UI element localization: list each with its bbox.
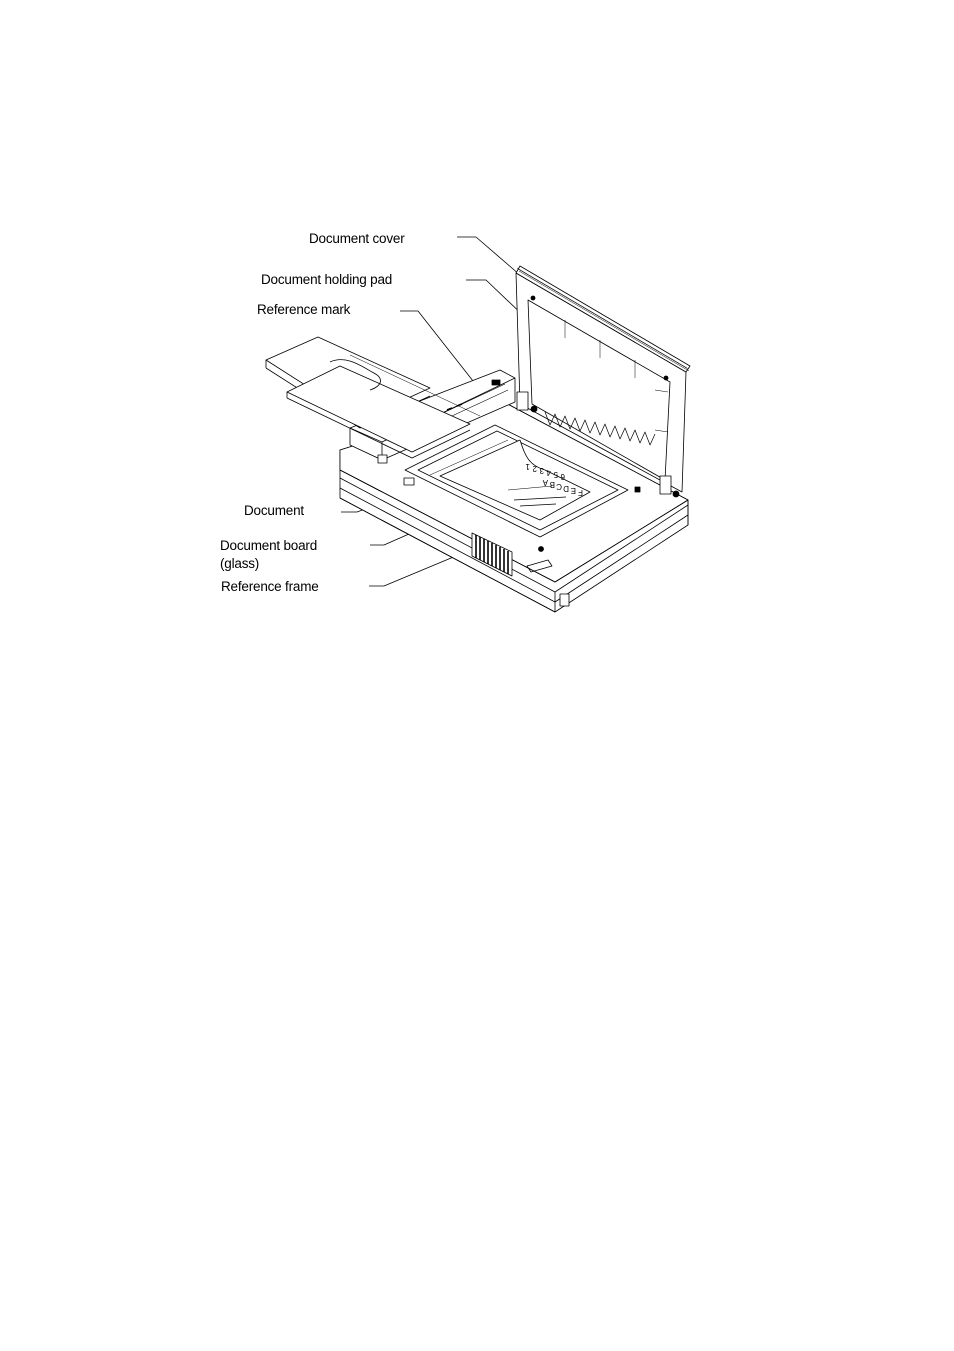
cover-sensor-icon [635,487,640,492]
label-document: Document [244,503,304,518]
scale-number: 2 [532,464,537,473]
scale-letter: F [578,488,583,497]
scale-number: 3 [539,466,544,475]
label-document-board: Document board [220,538,318,553]
scale-number: 5 [553,470,558,479]
scale-letter: E [570,486,576,495]
scale-number: 1 [525,462,530,471]
label-reference-frame: Reference frame [221,579,319,594]
label-document-holding-pad: Document holding pad [261,272,393,287]
label-document-board-glass: (glass) [220,556,260,571]
scale-number: 4 [546,468,551,477]
scale-number: 6 [560,472,565,481]
scale-letter: B [549,480,555,489]
power-indicator-icon [539,547,544,552]
scale-letter: A [542,478,548,487]
scale-letter: D [563,484,569,493]
scale-letter: C [556,482,562,491]
label-document-cover: Document cover [309,231,405,246]
label-reference-mark: Reference mark [257,302,351,317]
